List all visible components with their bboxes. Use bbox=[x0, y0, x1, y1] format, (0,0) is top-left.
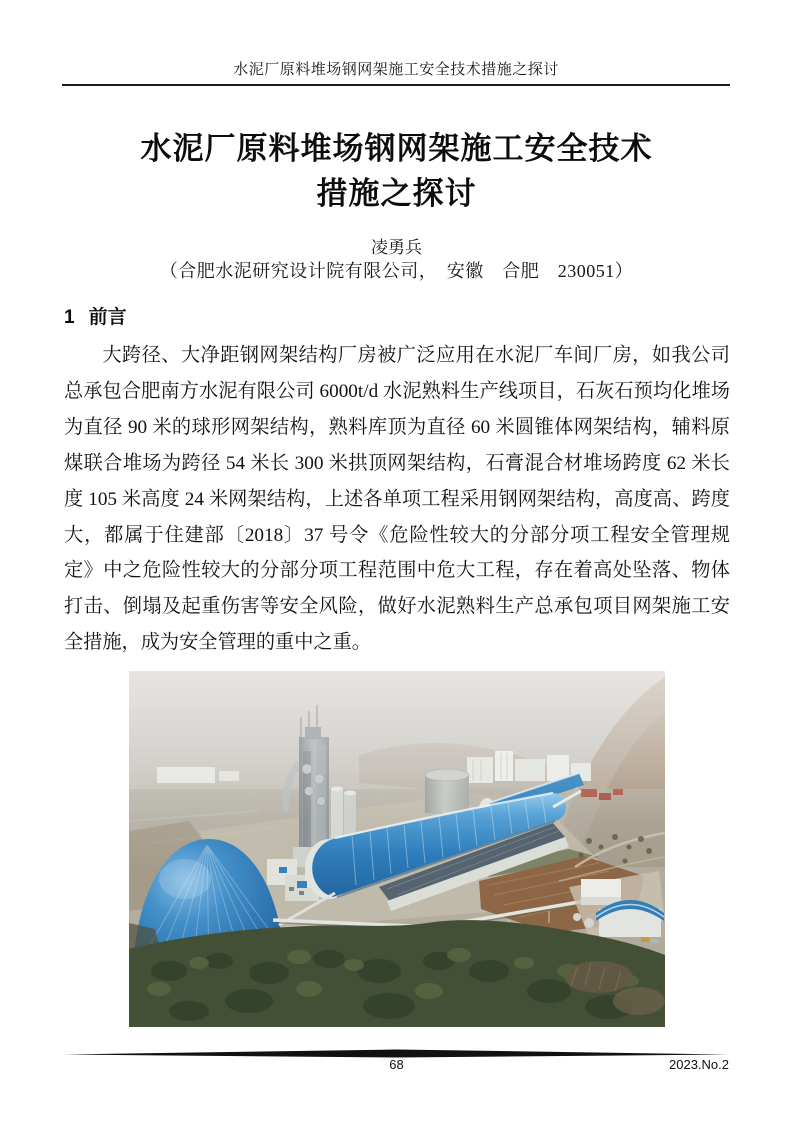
running-head: 水泥厂原料堆场钢网架施工安全技术措施之探讨 bbox=[233, 62, 559, 78]
page-title bbox=[0, 126, 793, 216]
section-title: 前言 bbox=[88, 307, 127, 328]
plant-photo-illustration bbox=[129, 671, 665, 1027]
page-title-line-2: 措施之探讨 bbox=[316, 176, 477, 211]
section-heading bbox=[64, 302, 127, 329]
body-paragraph: 大跨径、大净距钢网架结构厂房被广泛应用在水泥厂车间厂房，如我公司总承包合肥南方水泥有限公司 6000t/d 水泥熟料生产线项目，石灰石预均化堆场为直径 90 米的球形网架结构，熟料库顶为直径 60 米圆锥体网架结构，辅料原煤联合堆场为跨径 54 米长 300 米拱顶网架结构，石膏混合材堆场跨度 62 米长度 105 米高度 24 米网架结构，上述各单项工程采用钢网架结构，高度高、跨度大，都属于住建部〔2018〕37 号令《危险性较大的分部分项工程安全管理规定》中之危险性较大的分部分项工程范围中危大工程，存在着高处坠落、物体打击、倒塌及起重伤害等安全风险，做好水泥熟料生产总承包项目网架施工安全措施，成为安全管理的重中之重。 bbox=[64, 345, 730, 654]
header-rule bbox=[62, 84, 730, 86]
page-number: 68 bbox=[389, 1057, 404, 1072]
page-title-line-1: 水泥厂原料堆场钢网架施工安全技术 bbox=[140, 131, 653, 166]
issue-label: 2023.No.2 bbox=[669, 1057, 729, 1072]
footer bbox=[64, 1057, 729, 1075]
affiliation: （合肥水泥研究设计院有限公司， 安徽 合肥 230051） bbox=[159, 261, 634, 281]
plant-aerial-photo bbox=[129, 671, 665, 1027]
section-number: 1 bbox=[64, 307, 75, 328]
author: 凌勇兵 bbox=[371, 238, 422, 257]
